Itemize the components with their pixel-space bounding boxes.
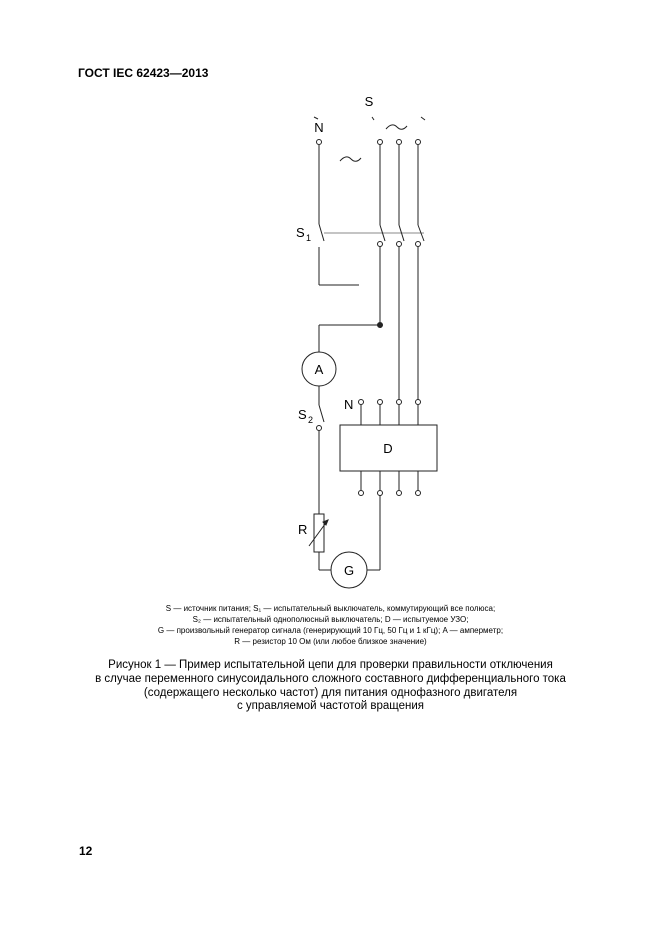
caption-line: в случае переменного синусоидального сложного составного дифференциального тока — [95, 672, 566, 685]
document-header: ГОСТ IEC 62423—2013 — [78, 66, 209, 80]
legend-line: S — источник питания; S₁ — испытательный выключатель, коммутирующий все полюса; — [165, 604, 496, 613]
page-number: 12 — [79, 844, 93, 858]
device-d-label: D — [383, 441, 393, 456]
resistor-label: R — [298, 522, 308, 537]
figure-legend — [0, 603, 661, 647]
legend-line: R — резистор 10 Ом (или любое близкое значение) — [234, 637, 427, 646]
caption-line: с управляемой частотой вращения — [236, 700, 424, 713]
switch-s2-subscript: 2 — [308, 415, 314, 425]
caption-line: (содержащего несколько частот) для питания однофазного двигателя — [143, 686, 518, 699]
generator-label: G — [343, 563, 355, 578]
legend-line: G — произвольный генератор сигнала (генерирующий 10 Гц, 50 Гц и 1 кГц); A — амперметр; — [157, 626, 504, 635]
neutral-label-mid: N — [344, 397, 354, 412]
neutral-label-top: N — [314, 120, 324, 135]
figure-caption — [0, 659, 661, 714]
switch-s1-subscript: 1 — [306, 233, 312, 243]
caption-line: Рисунок 1 — Пример испытательной цепи для проверки правильности отключения — [108, 659, 553, 671]
switch-s2-label: S — [298, 407, 307, 422]
switch-s1-label: S — [296, 225, 305, 240]
junction-dot — [377, 322, 383, 328]
ammeter-label: A — [314, 362, 324, 377]
source-label: S — [364, 94, 374, 109]
legend-line: S₂ — испытательный однополюсный выключатель; D — испытуемое УЗО; — [192, 615, 469, 624]
